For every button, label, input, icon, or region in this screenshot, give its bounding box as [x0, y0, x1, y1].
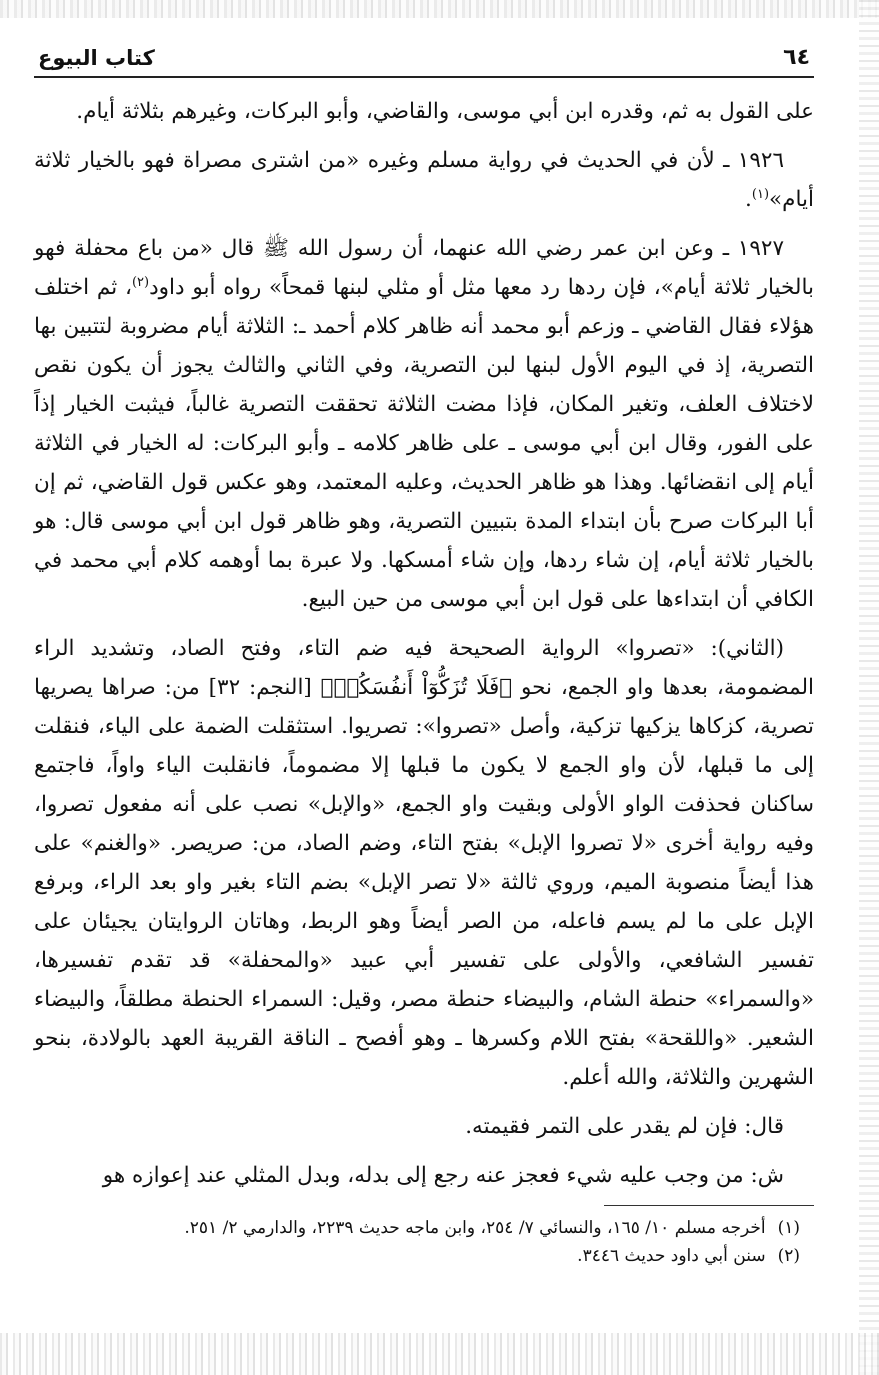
scan-edge-right: [859, 0, 879, 1375]
paragraph-continuation: [34, 92, 814, 131]
paragraph-text: على القول به ثم، وقدره ابن أبي موسى، والقاضي، وأبو البركات، وغيرهم بثلاثة أيام.: [76, 99, 814, 124]
paragraph-sharh: [34, 1156, 814, 1195]
book-page: [34, 36, 814, 1270]
footnote-marker[interactable]: (١): [751, 186, 770, 202]
paragraph-text: (الثاني): «تصروا» الرواية الصحيحة فيه ضم التاء، وفتح الصاد، وتشديد الراء المضمومة، بعدها واو الجمع، نحو ﴿فَلَا تُزَكُّوٓاْ أَنفُسَكُمۡ﴾ [النجم: ٣٢] من: صراها يصريها تصرية، كزكاها يزكيها تزكية، وأصل «تصروا»: تصريوا. استثقلت الضمة على الياء، فنقلت إلى ما قبلها، لأن واو الجمع لا يكون ما قبلها إلا مضموماً، فانقلبت الياء واواً، فاجتمع ساكنان فحذفت الواو الأولى وبقيت واو الجمع، «والإبل» نصب على أنه مفعول تصروا، وفيه رواية أخرى «لا تصروا الإبل» بفتح التاء، وضم الصاد، من: صريصر. «والغنم» على هذا أيضاً منصوبة الميم، وروي ثالثة «لا تصر الإبل» بضم التاء بغير واو بعد الراء، وبرفع الإبل على ما لم يسم فاعله، من الصر أيضاً وهو الربط، وهاتان الروايتان يجيئان على تفسير الشافعي، والأولى على تفسير أبي عبيد «والمحفلة» قد تقدم تفسيرها، «والسمراء» حنطة الشام، والبيضاء حنطة مصر، وقيل: السمراء الحنطة مطلقاً، والبيضاء الشعير. «واللقحة» بفتح اللام وكسرها ـ وهو أفصح ـ الناقة القريبة العهد بالولادة، بنحو الشهرين والثلاثة، والله أعلم.: [34, 636, 814, 1090]
paragraph-text: ش: من وجب عليه شيء فعجز عنه رجع إلى بدله، وبدل المثلي عند إعوازه هو: [102, 1163, 784, 1188]
paragraph-text-after: ، ثم اختلف هؤلاء فقال القاضي ـ وزعم أبو محمد أنه ظاهر كلام أحمد ـ: الثلاثة أيام مضروبة لتتبين بها التصرية، إذ في اليوم الأول لبنها لبن التصرية، وفي الثاني والثالث يجوز أن يكون نقص لاختلاف العلف، وتغير المكان، فإذا مضت الثلاثة تحققت التصرية غالباً، فيثبت الخيار إذاً على الفور، وقال ابن أبي موسى ـ على ظاهر كلامه ـ وأبو البركات: له الخيار في الثلاثة أيام إلى انقضائها. وهذا هو ظاهر الحديث، وعليه المعتمد، وهو عكس قول القاضي، ثم إن أبا البركات صرح بأن ابتداء المدة بتبيين التصرية، وهو ظاهر قول ابن أبي موسى قال: هو بالخيار ثلاثة أيام، إن شاء ردها، وإن شاء أمسكها. ولا عبرة بما أوهمه كلام أبي محمد في الكافي أن ابتداءها على قول ابن أبي موسى من حين البيع.: [34, 275, 814, 612]
footnote-2: [34, 1242, 814, 1270]
footnotes: [34, 1214, 814, 1270]
main-text: [34, 92, 814, 1195]
footnote-number: (٢): [777, 1246, 800, 1266]
paragraph-1927: [34, 229, 814, 619]
paragraph-qala: [34, 1107, 814, 1146]
paragraph-second-point: [34, 629, 814, 1097]
paragraph-text: قال: فإن لم يقدر على التمر فقيمته.: [465, 1114, 784, 1139]
footnote-divider: [604, 1205, 814, 1206]
page-number: ٦٤: [783, 45, 810, 70]
footnote-1: [34, 1214, 814, 1242]
scan-edge-bottom: [0, 1333, 879, 1375]
book-title: كتاب البيوع: [38, 46, 155, 70]
paragraph-text-after: .: [745, 187, 752, 212]
footnote-marker[interactable]: (٢): [131, 274, 150, 290]
paragraph-text: ١٩٢٧ ـ وعن ابن عمر رضي الله عنهما، أن رسول الله ﷺ قال «من باع محفلة فهو بالخيار ثلاثة أيام»، فإن ردها رد معها مثل أو مثلي لبنها قمحاً» رواه أبو داود: [34, 236, 814, 300]
footnote-text: سنن أبي داود حديث ٣٤٤٦.: [577, 1246, 766, 1266]
paragraph-1926: [34, 141, 814, 219]
scan-edge-top: [0, 0, 879, 18]
footnote-text: أخرجه مسلم ١٠/ ١٦٥، والنسائي ٧/ ٢٥٤، وابن ماجه حديث ٢٢٣٩، والدارمي ٢/ ٢٥١.: [184, 1218, 766, 1238]
running-header: [34, 36, 814, 78]
footnote-number: (١): [777, 1218, 800, 1238]
paragraph-text: ١٩٢٦ ـ لأن في الحديث في رواية مسلم وغيره «من اشترى مصراة فهو بالخيار ثلاثة أيام»: [34, 148, 814, 212]
